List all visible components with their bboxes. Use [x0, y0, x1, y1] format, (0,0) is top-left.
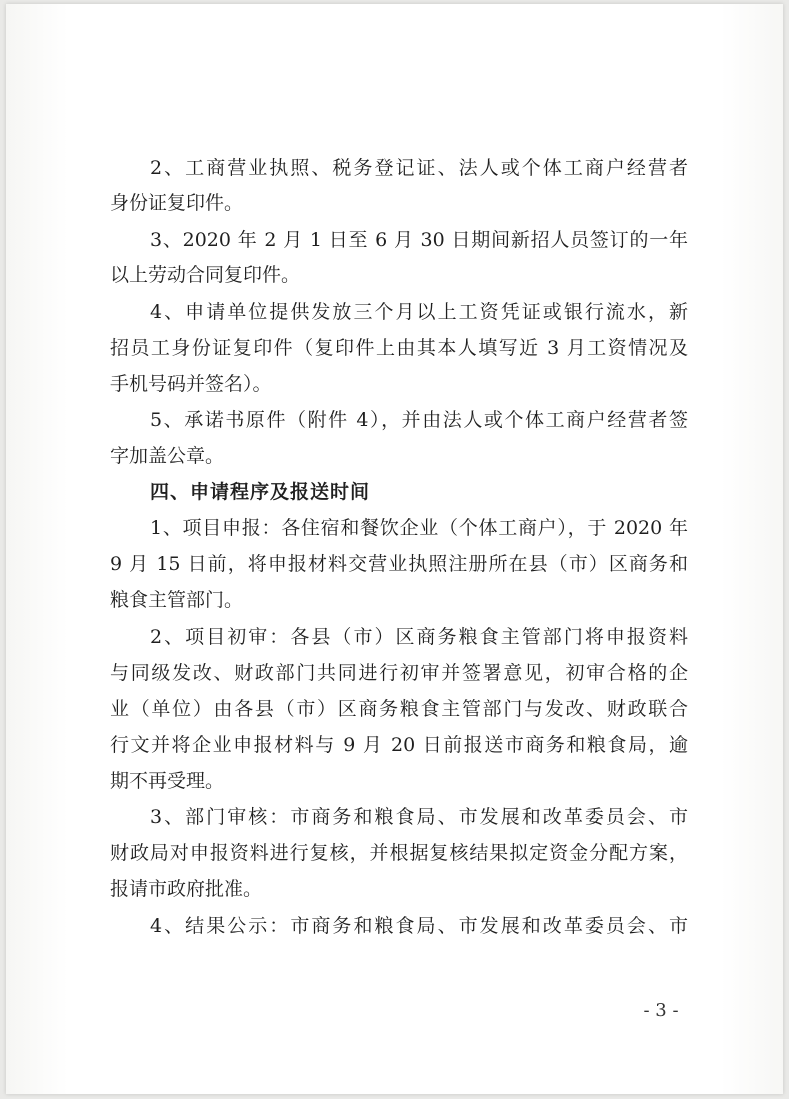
page-number: - 3 - [643, 1000, 679, 1021]
text-line: 行文并将企业申报材料与 9 月 20 日前报送市商务和粮食局，逾 [110, 734, 688, 756]
text-line: 2、工商营业执照、税务登记证、法人或个体工商户经营者 [150, 157, 688, 179]
text-line: 报请市政府批准。 [110, 878, 263, 900]
text-line: 财政局对申报资料进行复核，并根据复核结果拟定资金分配方案， [110, 842, 688, 864]
text-line: 招员工身份证复印件（复印件上由其本人填写近 3 月工资情况及 [110, 337, 688, 359]
text-line: 以上劳动合同复印件。 [110, 264, 301, 286]
text-line: 粮食主管部门。 [110, 589, 244, 611]
text-line: 9 月 15 日前，将申报材料交营业执照注册所在县（市）区商务和 [110, 553, 688, 575]
text-line: 期不再受理。 [110, 770, 225, 792]
document-page [6, 4, 783, 1094]
text-line: 2、项目初审：各县（市）区商务粮食主管部门将申报资料 [150, 626, 688, 648]
text-line: 5、承诺书原件（附件 4），并由法人或个体工商户经营者签 [150, 409, 688, 431]
text-line: 与同级发改、财政部门共同进行初审并签署意见，初审合格的企 [110, 662, 688, 684]
document-body [6, 4, 783, 1094]
text-line: 4、申请单位提供发放三个月以上工资凭证或银行流水，新 [150, 301, 688, 323]
text-line: 业（单位）由各县（市）区商务粮食主管部门与发改、财政联合 [110, 698, 688, 720]
text-line: 3、2020 年 2 月 1 日至 6 月 30 日期间新招人员签订的一年 [150, 229, 688, 251]
text-line: 1、项目申报：各住宿和餐饮企业（个体工商户），于 2020 年 [150, 517, 688, 539]
text-line: 4、结果公示：市商务和粮食局、市发展和改革委员会、市 [150, 915, 688, 937]
text-line: 身份证复印件。 [110, 192, 244, 214]
text-line: 3、部门审核：市商务和粮食局、市发展和改革委员会、市 [150, 806, 688, 828]
text-line: 手机号码并签名）。 [110, 373, 272, 395]
text-line: 字加盖公章。 [110, 445, 225, 467]
section-heading: 四、申请程序及报送时间 [150, 481, 371, 503]
